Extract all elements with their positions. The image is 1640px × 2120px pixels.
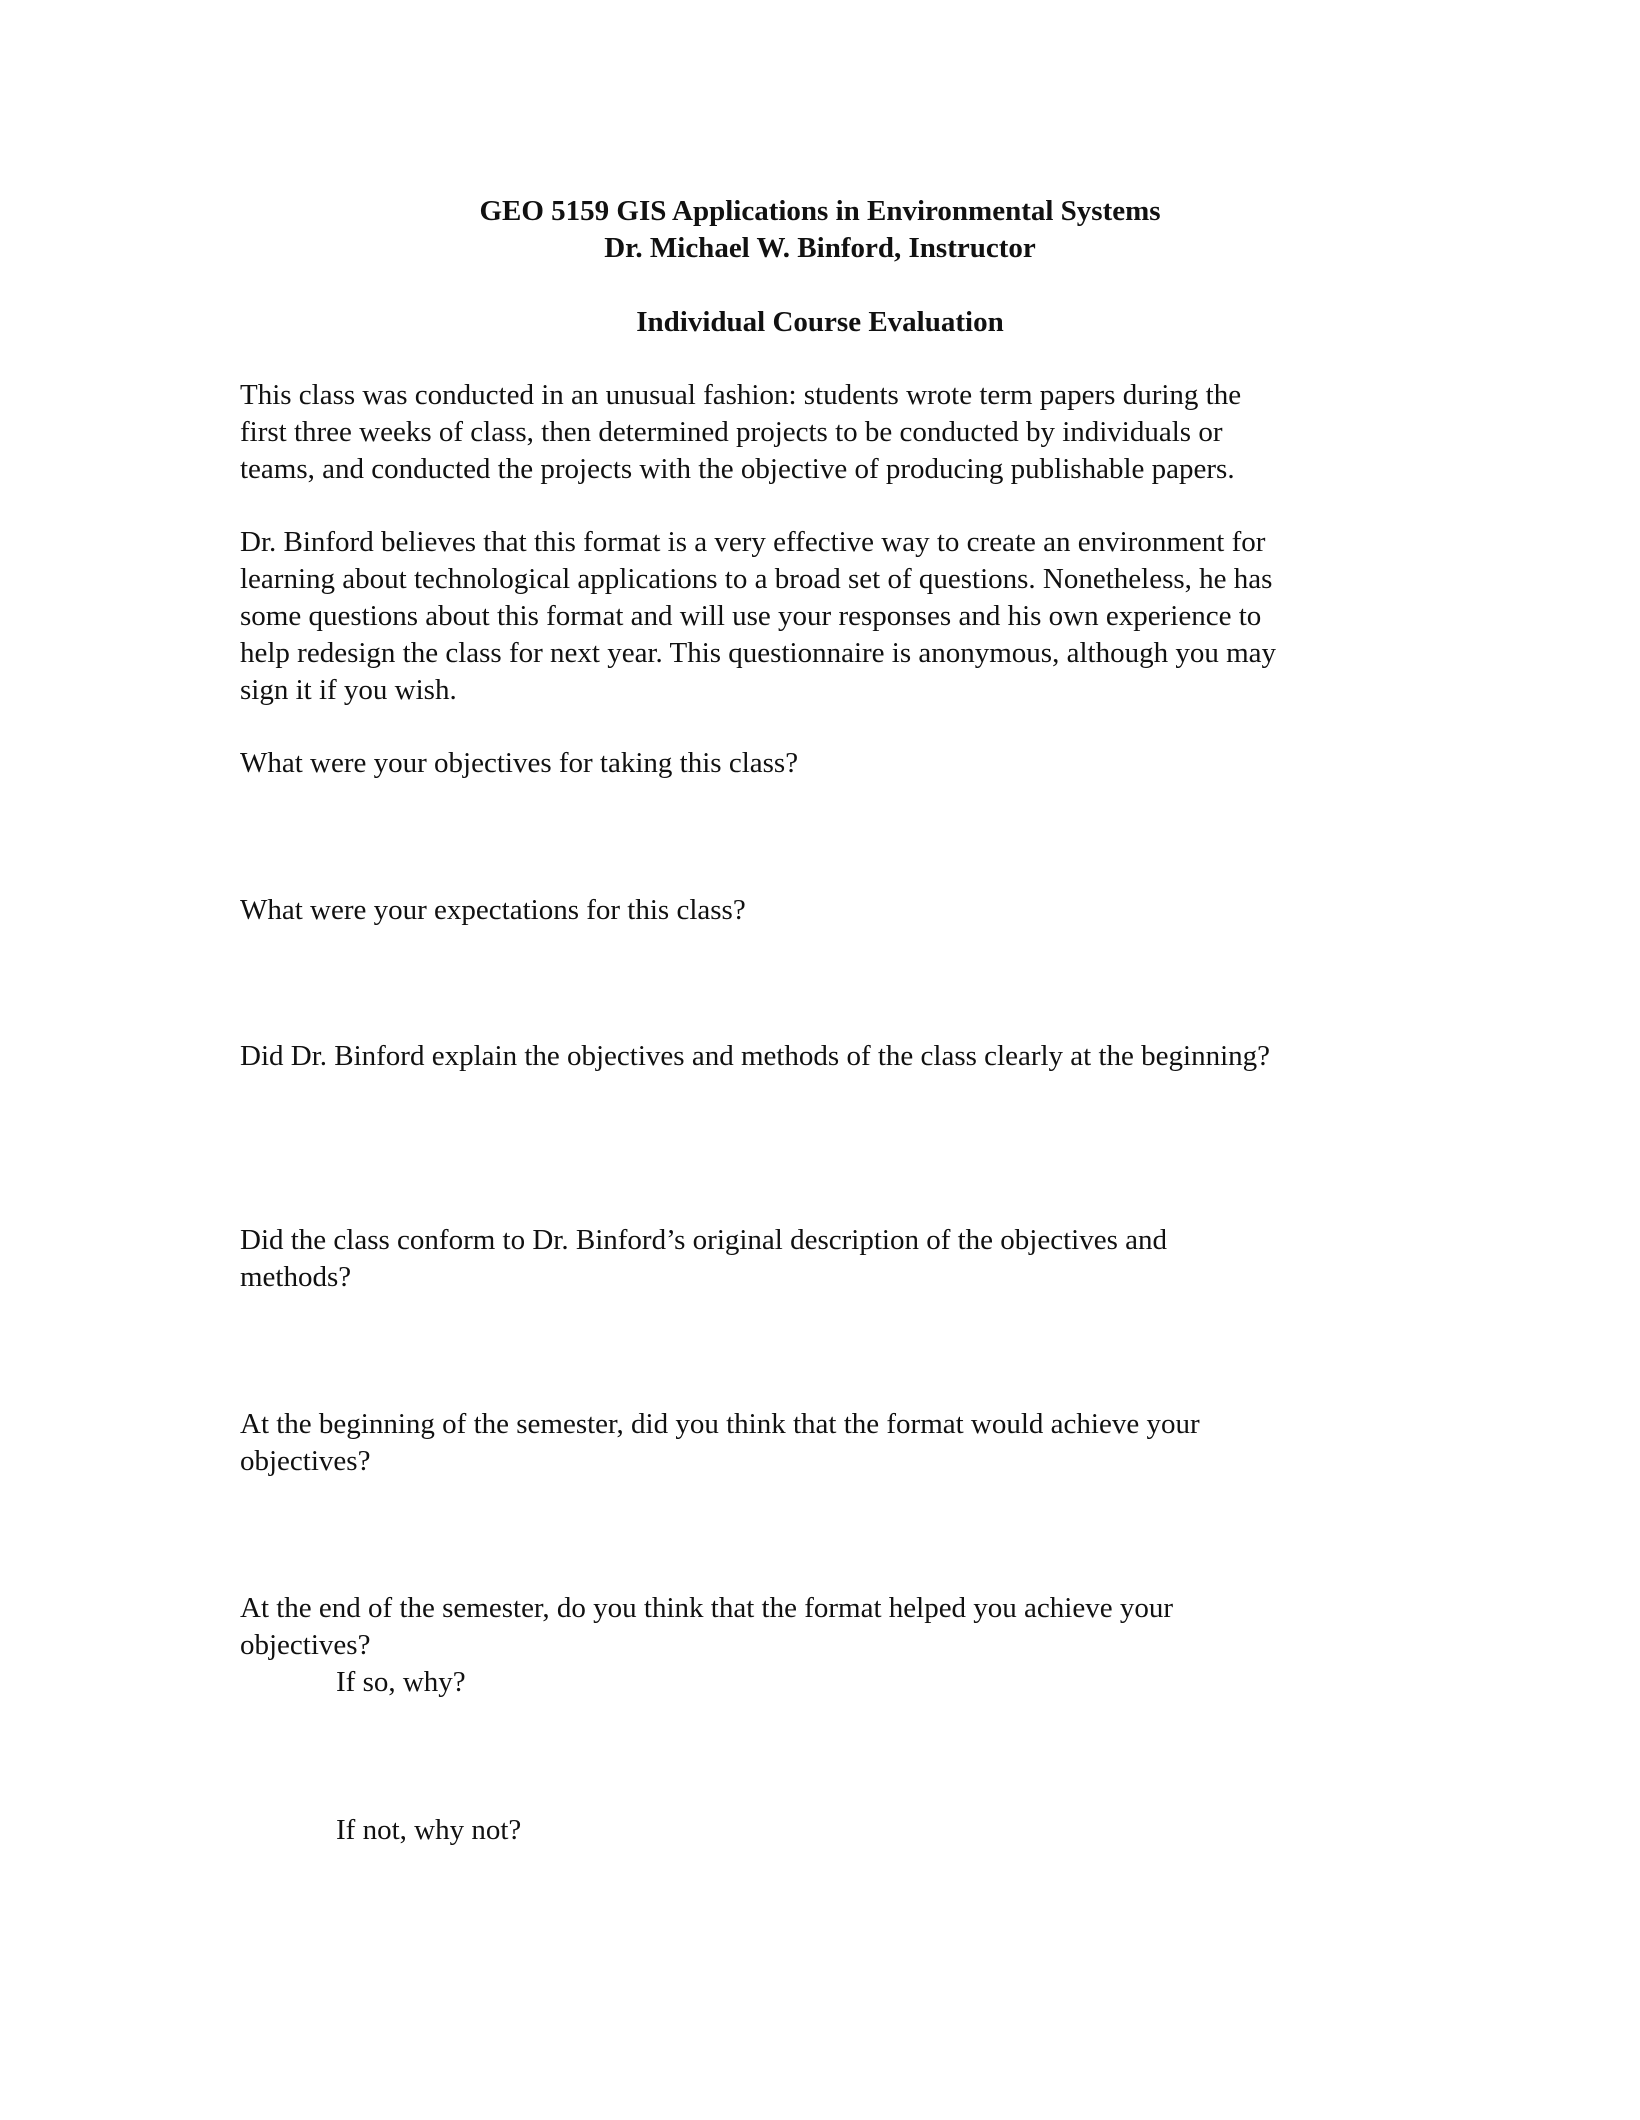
question-line: objectives? xyxy=(240,1445,371,1477)
question-line: Did Dr. Binford explain the objectives and methods of the class clearly at the beginning? xyxy=(240,1040,1271,1072)
paragraph-line: sign it if you wish. xyxy=(240,674,457,706)
question-end-semester xyxy=(240,1590,1420,1664)
question-beginning-semester xyxy=(240,1406,1420,1480)
question-objectives xyxy=(240,745,1420,782)
question-line: At the end of the semester, do you think that the format helped you achieve your xyxy=(240,1592,1174,1624)
question-line: objectives? xyxy=(240,1629,371,1661)
paragraph-line: some questions about this format and will use your responses and his own experience to xyxy=(240,600,1262,632)
intro-paragraph-2 xyxy=(240,524,1420,709)
question-line: At the beginning of the semester, did you think that the format would achieve your xyxy=(240,1408,1200,1440)
question-line: Did the class conform to Dr. Binford’s original description of the objectives and xyxy=(240,1224,1167,1256)
paragraph-line: learning about technological applications to a broad set of questions. Nonetheless, he has xyxy=(240,563,1273,595)
paragraph-line: Dr. Binford believes that this format is a very effective way to create an environment for xyxy=(240,526,1266,558)
question-explained-clearly xyxy=(240,1038,1420,1075)
question-expectations xyxy=(240,892,1420,929)
evaluation-title: Individual Course Evaluation xyxy=(636,306,1004,338)
question-line: What were your expectations for this class? xyxy=(240,894,746,926)
intro-paragraph-1 xyxy=(240,377,1420,488)
paragraph-line: This class was conducted in an unusual fashion: students wrote term papers during the xyxy=(240,379,1242,411)
paragraph-line: teams, and conducted the projects with the objective of producing publishable papers. xyxy=(240,453,1235,485)
question-line: What were your objectives for taking this class? xyxy=(240,747,799,779)
paragraph-line: help redesign the class for next year. This questionnaire is anonymous, although you may xyxy=(240,637,1276,669)
sub-question-if-so: If so, why? xyxy=(336,1666,466,1698)
paragraph-line: first three weeks of class, then determined projects to be conducted by individuals or xyxy=(240,416,1223,448)
instructor-line: Dr. Michael W. Binford, Instructor xyxy=(604,232,1036,264)
question-line: methods? xyxy=(240,1261,352,1293)
question-conform-description xyxy=(240,1222,1420,1296)
sub-question-if-not: If not, why not? xyxy=(336,1814,522,1846)
course-title: GEO 5159 GIS Applications in Environmental Systems xyxy=(479,195,1161,227)
